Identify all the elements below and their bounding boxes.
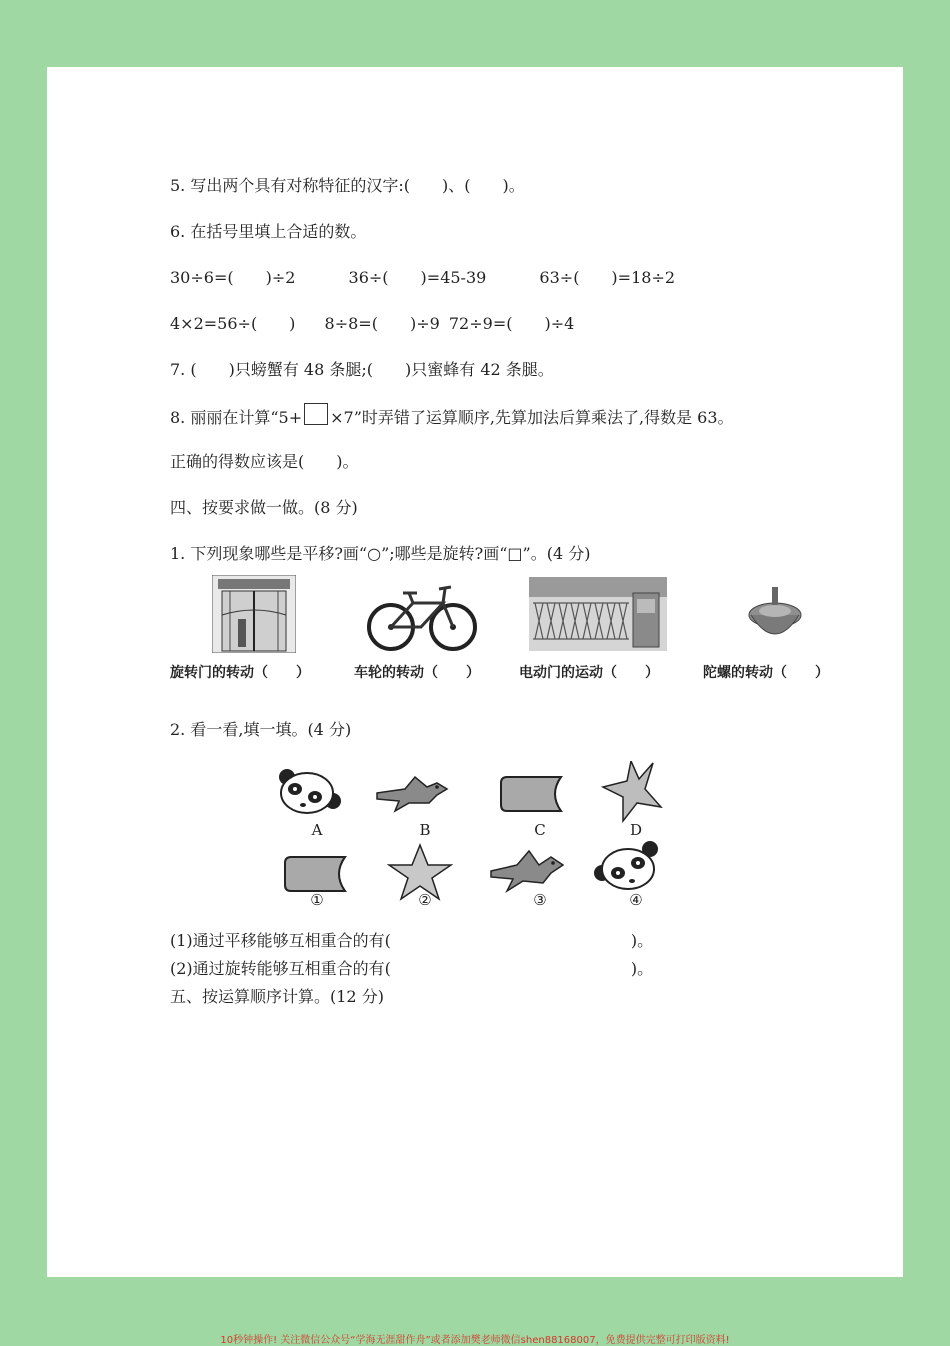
question-8 (170, 403, 734, 428)
label-a: A (311, 821, 323, 839)
q6-item: 4×2=56÷( ) (170, 314, 296, 333)
answer-box (304, 403, 328, 425)
q6-item: 36÷( )=45-39 (348, 268, 487, 287)
worksheet-page (47, 67, 903, 1277)
q6-item: 63÷( )=18÷2 (539, 268, 676, 287)
footer-promo-text: 10秒钟操作! 关注微信公众号“学海无涯甜作舟”或者添加樊老师微信shen88168007，免费提供完整可打印版资料! (220, 1335, 730, 1346)
q6-item: 72÷9=( )÷4 (448, 314, 575, 333)
question-6: 6. 在括号里填上合适的数。 (170, 222, 367, 241)
label-3: ③ (533, 891, 547, 909)
bicycle-image (365, 581, 479, 653)
bird-icon (489, 849, 569, 895)
q6-item: 30÷6=( )÷2 (170, 268, 296, 287)
q8-text-start: 8. 丽丽在计算“5+ (170, 408, 303, 427)
label-c: C (534, 821, 546, 839)
star-icon (601, 761, 663, 823)
fill-blank-2: (2)通过旋转能够互相重合的有( )。 (170, 959, 654, 978)
fill-blank-1: (1)通过平移能够互相重合的有( )。 (170, 931, 654, 950)
q8-text-end: ×7”时弄错了运算顺序,先算加法后算乘法了,得数是 63。 (330, 408, 734, 427)
question-8-line-2: 正确的得数应该是( )。 (170, 452, 359, 471)
caption-spinning-top: 陀螺的转动（ ） (703, 665, 829, 681)
electric-gate-image (529, 577, 667, 651)
spinning-top-image (743, 583, 807, 647)
question-7: 7. ( )只螃蟹有 48 条腿;( )只蜜蜂有 42 条腿。 (170, 360, 554, 379)
caption-revolving-door: 旋转门的转动（ ） (170, 665, 310, 681)
label-2: ② (418, 891, 432, 909)
revolving-door-image (212, 575, 296, 653)
caption-electric-gate: 电动门的运动（ ） (519, 665, 659, 681)
section-4-title: 四、按要求做一做。(8 分) (170, 498, 358, 517)
arc-shape-icon (283, 855, 349, 893)
section-5-title: 五、按运算顺序计算。(12 分) (170, 987, 384, 1006)
q6-row-2 (170, 311, 574, 334)
bird-icon (375, 773, 455, 815)
label-1: ① (310, 891, 324, 909)
panda-icon (592, 841, 662, 893)
label-b: B (419, 821, 431, 839)
section-4-question-1: 1. 下列现象哪些是平移?画“○”;哪些是旋转?画“□”。(4 分) (170, 544, 591, 563)
question-5: 5. 写出两个具有对称特征的汉字:( )、( )。 (170, 176, 525, 195)
q6-row-1 (170, 265, 675, 288)
panda-icon (275, 767, 345, 819)
label-d: D (629, 821, 643, 839)
section-4-question-2: 2. 看一看,填一填。(4 分) (170, 720, 352, 739)
caption-wheel: 车轮的转动（ ） (354, 665, 480, 681)
q6-item: 8÷8=( )÷9 (324, 314, 440, 333)
label-4: ④ (629, 891, 643, 909)
arc-shape-icon (499, 775, 565, 813)
